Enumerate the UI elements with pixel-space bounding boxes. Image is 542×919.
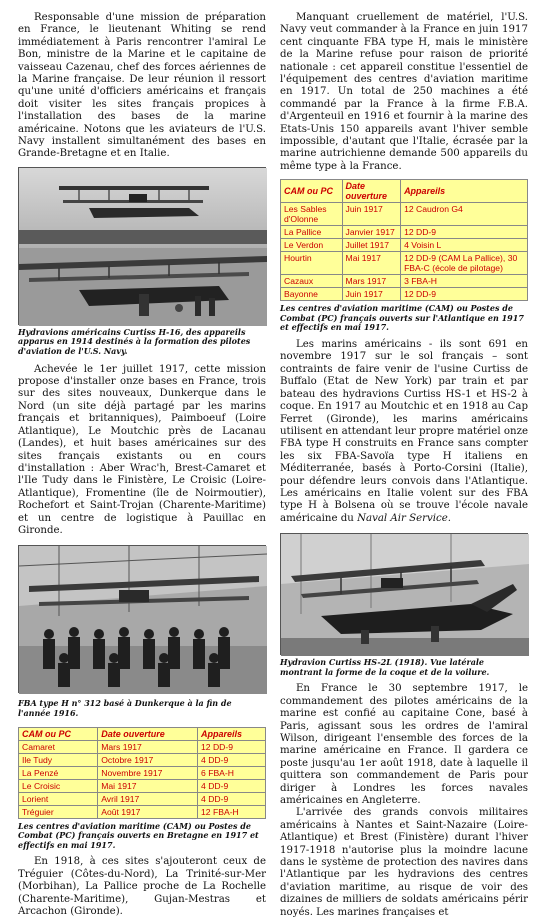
right-paragraph-2-text: Les marins américains - ils sont 691 en novembre 1917 sur le sol français – sont contraints de faire venir de l'usine Curtiss de Buffalo (Etat de New York) par train et par bateau des hydravions Curtiss HS-1 et HS-2 à coque. En 1917 au Moutchic et en 1918 au Cap Ferret (Gironde), les marins américains utilisent en attendant leur propre matériel onze FBA type H construits en France sans compter les six FBA-Savoïa type H italiens en Méditerranée, basés à Porto-Corsini (Italie), pour défendre leurs convois dans l'Atlantique. Les américains en Italie volent sur des FBA type H à Bolsena où se trouve l'école navale américaine du xyxy=(280,339,528,524)
left-column xyxy=(18,12,266,918)
caption-brittany-table: Les centres d'aviation maritime (CAM) ou Postes de Combat (PC) français ouverts en Bretagne en 1917 et effectifs en mai 1917. xyxy=(18,820,259,850)
table-cell: Mars 1917 xyxy=(342,275,401,288)
table-cell: 4 DD-9 xyxy=(198,779,266,792)
table-row xyxy=(281,275,528,288)
table-header-cell: CAM ou PC xyxy=(281,180,343,203)
table-cell: 4 Voisin L xyxy=(401,239,528,252)
table-cell: Lorient xyxy=(19,792,98,805)
table-cell: Le Verdon xyxy=(281,239,343,252)
table-header-cell: Date ouverture xyxy=(98,727,198,740)
table-header-cell: Appareils xyxy=(198,727,266,740)
table-atlantic-stations xyxy=(280,179,528,301)
table-brittany-stations xyxy=(18,727,266,819)
table-header-cell: CAM ou PC xyxy=(19,727,98,740)
table-row xyxy=(19,805,266,818)
seaplane-side-view-image xyxy=(281,534,529,656)
caption-curtiss-hs2l: Hydravion Curtiss HS-2L (1918). Vue latérale montrant la forme de la coque et de la voilure. xyxy=(280,657,490,677)
naval-air-service-text: Naval Air Service. xyxy=(357,512,451,524)
right-paragraph-3: En France le 30 septembre 1917, le commandement des pilotes américains de la marine est confié au capitaine Cone, basé à Paris, agissant sous les ordres de l'amiral Wilson, dirigeant l'ensemble des forces de la marine américaine en France. Il gardera ce poste jusqu'au 1er août 1918, date à laquelle il quittera son commandement de Paris pour diriger à Londres les forces navales américaines en Angleterre. xyxy=(280,683,528,806)
table-cell: Cazaux xyxy=(281,275,343,288)
caption-fba-type-h: FBA type H n° 312 basé à Dunkerque à la fin de l'année 1916. xyxy=(18,698,232,718)
table-cell: 12 DD-9 xyxy=(198,740,266,753)
caption-curtiss-h16: Hydravions américains Curtiss H-16, des appareils apparus en 1914 destinés à la formation des pilotes d'aviation de l'U.S. Navy. xyxy=(18,326,251,357)
table-cell: 12 DD-9 xyxy=(401,288,528,301)
table-row xyxy=(19,792,266,805)
table-cell: Juillet 1917 xyxy=(342,239,401,252)
table-row xyxy=(281,226,528,239)
left-paragraph-3: En 1918, à ces sites s'ajouteront ceux de Tréguier (Côtes-du-Nord), La Trinité-sur-Mer (Morbihan), La Pallice proche de La Rochelle (Charente-Maritime), Gujan-Mestras et Arcachon (Gironde). xyxy=(18,856,266,917)
photo-curtiss-hs2l xyxy=(280,533,528,655)
table-cell: Mai 1917 xyxy=(342,252,401,275)
table-cell: Les Sables d'Olonne xyxy=(281,203,343,226)
table-row xyxy=(19,753,266,766)
caption-atlantic-table: Les centres d'aviation maritime (CAM) ou Postes de Combat (PC) français ouverts sur l'Atlantique en 1917 et effectifs en mai 1917. xyxy=(280,303,524,333)
left-paragraph-2: Achevée le 1er juillet 1917, cette mission propose d'installer onze bases en France, trois sur des sites nouveaux, Dunkerque dans le Nord (un site déjà partagé par les marins français et britanniques), Paimboeuf (Loire Atlantique), Le Moutchic près de Lacanau (Landes), et huit bases américaines sur des sites français existants ou en cours d'installation : Aber Wrac'h, Brest-Camaret et l'Ile Tudy dans le Finistère, Le Croisic (Loire-Atlantique), Fromentine (île de Noirmoutier), Rochefort et Saint-Trojan (Charente-Maritime) et un centre de logistique à Pauillac en Gironde. xyxy=(18,363,266,536)
right-paragraph-1: Manquant cruellement de matériel, l'U.S. Navy veut commander à la France en juin 1917 cent cinquante FBA type H, mais le ministère de la Marine refuse pour raison de priorité nationale : cet appareil constitue l'essentiel de l'équipement des centres d'aviation maritime en 1917. Un total de 250 machines a été commandé par la France à la firme F.B.A. d'Argenteuil en 1916 et fournir à la marine des Etats-Unis 150 appareils avant l'hiver semble impossible, d'autant que l'Italie, écrasée par la marine autrichienne demande 500 appareils du même type à la France. xyxy=(280,12,528,172)
table-cell: Tréguier xyxy=(19,805,98,818)
left-paragraph-1: Responsable d'une mission de préparation en France, le lieutenant Whiting se rend immédiatement à Paris rencontrer l'amiral Le Bon, ministre de la Marine et le capitaine de vaisseau Cazenau, chef des forces aériennes de la Marine française. De leur réunion il ressort qu'une unité d'officiers américains et français doit visiter les sites français propices à l'installation des bases de la marine américaine. Notons que les aviateurs de l'U.S. Navy installent simultanément des bases en Grande-Bretagne et en Italie. xyxy=(18,12,266,160)
table-cell: 12 DD-9 (CAM La Pallice), 30 FBA-C (école de pilotage) xyxy=(401,252,528,275)
right-paragraph-2 xyxy=(280,339,528,525)
table-cell: Juin 1917 xyxy=(342,203,401,226)
right-paragraph-4: L'arrivée des grands convois militaires américains à Nantes et Saint-Nazaire (Loire-Atlantique) et Brest (Finistère) durant l'hiver 1917-1918 n'autorise plus la moindre lacune dans le système de protection des navires dans l'Atlantique par les hydravions des centres d'aviation maritime, au risque de voir des dizaines de milliers de soldats américains périr noyés. Les marines françaises et xyxy=(280,807,528,918)
table-cell: Novembre 1917 xyxy=(98,766,198,779)
table-row xyxy=(281,203,528,226)
table-cell: Le Croisic xyxy=(19,779,98,792)
table-header-row xyxy=(19,727,266,740)
table-header-cell: Date ouverture xyxy=(342,180,401,203)
table-cell: Hourtin xyxy=(281,252,343,275)
table-cell: 12 FBA-H xyxy=(198,805,266,818)
table-header-cell: Appareils xyxy=(401,180,528,203)
table-cell: Bayonne xyxy=(281,288,343,301)
right-column xyxy=(280,12,528,919)
table-row xyxy=(19,740,266,753)
hangar-crew-photo-image xyxy=(19,546,267,694)
table-cell: Janvier 1917 xyxy=(342,226,401,239)
table-row xyxy=(281,288,528,301)
table-cell: Mars 1917 xyxy=(98,740,198,753)
table-cell: La Penzé xyxy=(19,766,98,779)
table-header-row xyxy=(281,180,528,203)
table-cell: Août 1917 xyxy=(98,805,198,818)
table-row xyxy=(19,766,266,779)
table-cell: 6 FBA-H xyxy=(198,766,266,779)
table-cell: 4 DD-9 xyxy=(198,753,266,766)
seaplane-photo-image xyxy=(19,168,267,326)
table-cell: La Pallice xyxy=(281,226,343,239)
table-cell: Juin 1917 xyxy=(342,288,401,301)
table-cell: 3 FBA-H xyxy=(401,275,528,288)
table-row xyxy=(19,779,266,792)
table-row xyxy=(281,252,528,275)
table-cell: Octobre 1917 xyxy=(98,753,198,766)
table-cell: Mai 1917 xyxy=(98,779,198,792)
photo-curtiss-h16 xyxy=(18,167,266,325)
table-cell: Avril 1917 xyxy=(98,792,198,805)
photo-fba-type-h xyxy=(18,545,266,693)
table-row xyxy=(281,239,528,252)
table-cell: Camaret xyxy=(19,740,98,753)
table-cell: 4 DD-9 xyxy=(198,792,266,805)
table-cell: 12 Caudron G4 xyxy=(401,203,528,226)
table-cell: Ile Tudy xyxy=(19,753,98,766)
table-cell: 12 DD-9 xyxy=(401,226,528,239)
